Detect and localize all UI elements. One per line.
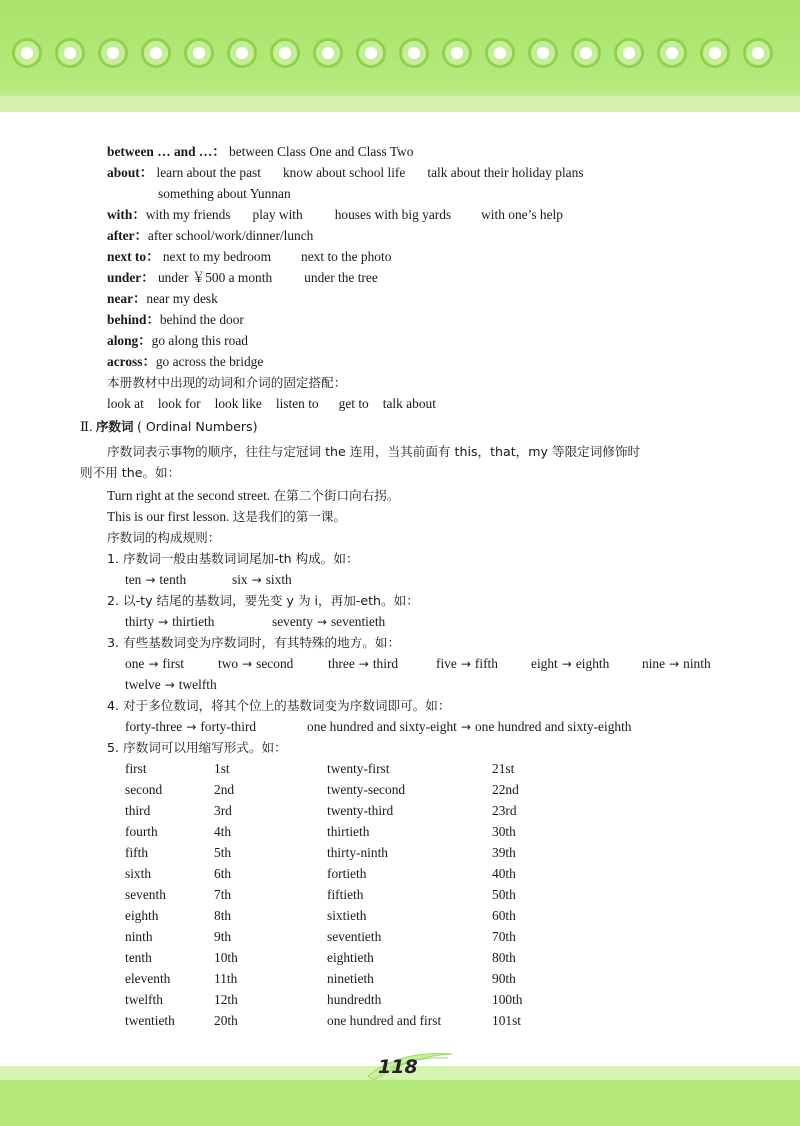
cardinal: five <box>436 656 457 671</box>
table-cell: 50th <box>492 887 516 902</box>
prep-line-next-to <box>107 248 391 266</box>
prep-line-between <box>107 143 413 161</box>
prep-word: along <box>107 333 139 348</box>
prep-word: near <box>107 291 134 306</box>
table-cell: 21st <box>492 761 515 776</box>
prep-line-across <box>107 353 263 371</box>
arrow-icon: → <box>460 720 471 734</box>
header-stripe <box>0 96 800 112</box>
pair <box>125 676 217 694</box>
rule-3: 3. 有些基数词变为序数词时，有其特殊的地方。如： <box>107 635 401 650</box>
ordinal: thirtieth <box>172 614 215 629</box>
prep-word: with <box>107 207 133 222</box>
table-cell: 9th <box>214 929 232 944</box>
example-2 <box>107 508 346 526</box>
pair <box>531 655 609 673</box>
prep-word: next to <box>107 249 147 264</box>
table-cell: 11th <box>214 971 238 986</box>
example-en: Turn right at the second street. <box>107 488 271 503</box>
table-cell: 40th <box>492 866 516 881</box>
prep-line-along <box>107 332 248 350</box>
table-cell: fourth <box>125 824 158 839</box>
ordinal: twelfth <box>178 677 217 692</box>
arrow-icon: → <box>164 678 175 692</box>
table-cell: ninth <box>125 929 153 944</box>
ordinal: ninth <box>683 656 711 671</box>
prep-example: under the tree <box>304 270 378 285</box>
table-cell: 5th <box>214 845 232 860</box>
cardinal: seventy <box>272 614 313 629</box>
cardinal: forty-three <box>125 719 183 734</box>
ring-decoration <box>442 38 472 68</box>
ring-decoration <box>184 38 214 68</box>
table-cell: 90th <box>492 971 516 986</box>
ordinal: forty-third <box>200 719 257 734</box>
pair <box>307 718 632 736</box>
pair <box>125 655 184 673</box>
ordinal: second <box>256 656 294 671</box>
example-1 <box>107 487 399 505</box>
pair <box>125 718 256 736</box>
ring-decoration <box>614 38 644 68</box>
table-cell: 101st <box>492 1013 522 1028</box>
table-cell: sixtieth <box>327 908 367 923</box>
table-cell: eightieth <box>327 950 374 965</box>
table-cell: twentieth <box>125 1013 175 1028</box>
ring-decoration <box>399 38 429 68</box>
ring-decoration <box>700 38 730 68</box>
prep-line-near <box>107 290 218 308</box>
prep-example: after school/work/dinner/lunch <box>147 228 314 243</box>
arrow-icon: → <box>242 657 253 671</box>
table-cell: second <box>125 782 163 797</box>
pair <box>436 655 498 673</box>
prep-word: across <box>107 354 143 369</box>
pair <box>642 655 711 673</box>
table-cell: fiftieth <box>327 887 364 902</box>
ring-decoration <box>657 38 687 68</box>
table-cell: eighth <box>125 908 159 923</box>
ring-decoration <box>743 38 773 68</box>
cardinal: three <box>328 656 355 671</box>
table-cell: 30th <box>492 824 516 839</box>
section-title-cn: 序数词 <box>95 419 134 434</box>
ring-decoration <box>571 38 601 68</box>
prep-sep: ： <box>212 144 226 159</box>
prep-line-after <box>107 227 313 245</box>
table-cell: 23rd <box>492 803 517 818</box>
table-cell: third <box>125 803 151 818</box>
fixed-phrase: look at <box>107 396 144 411</box>
prep-example: go across the bridge <box>155 354 264 369</box>
arrow-icon: → <box>251 573 262 587</box>
prep-example: next to my bedroom <box>162 249 272 264</box>
prep-example: near my desk <box>146 291 218 306</box>
prep-example: go along this road <box>151 333 248 348</box>
prep-example: between Class One and Class Two <box>229 144 414 159</box>
prep-sep: ： <box>138 333 152 348</box>
prep-example: play with <box>252 207 303 222</box>
arrow-icon: → <box>460 657 471 671</box>
ring-decoration <box>98 38 128 68</box>
page-number: 118 <box>378 1056 418 1078</box>
table-cell: thirtieth <box>327 824 370 839</box>
table-cell: 80th <box>492 950 516 965</box>
example-cn: 在第二个街口向右拐。 <box>273 488 400 503</box>
section-intro-1: 序数词表示事物的顺序，往往与定冠词 the 连用，当其前面有 this，that，my 等限定词修饰时 <box>107 444 641 459</box>
cardinal: two <box>218 656 239 671</box>
prep-example: know about school life <box>282 165 406 180</box>
prep-example: houses with big yards <box>334 207 452 222</box>
cardinal: thirty <box>125 614 155 629</box>
table-cell: seventh <box>125 887 166 902</box>
cardinal: nine <box>642 656 666 671</box>
prep-example: next to the photo <box>301 249 392 264</box>
table-cell: thirty-ninth <box>327 845 388 860</box>
prep-sep: ： <box>142 354 156 369</box>
table-cell: 12th <box>214 992 238 1007</box>
rules-title: 序数词的构成规则： <box>107 530 221 545</box>
table-cell: 10th <box>214 950 238 965</box>
pair <box>218 655 293 673</box>
table-cell: fifth <box>125 845 149 860</box>
arrow-icon: → <box>316 615 327 629</box>
prep-example: learn about the past <box>156 165 261 180</box>
prep-line-with <box>107 206 563 224</box>
prep-sep: ： <box>139 165 154 180</box>
fixed-phrase: get to <box>338 396 369 411</box>
pair <box>125 571 186 589</box>
prep-sep: ： <box>146 312 160 327</box>
example-en: This is our first lesson. <box>107 509 230 524</box>
prep-line-about-cont: something about Yunnan <box>158 186 291 201</box>
prep-line-about <box>107 164 584 182</box>
table-cell: seventieth <box>327 929 382 944</box>
cardinal: eight <box>531 656 558 671</box>
prep-sep: ： <box>132 207 146 222</box>
rule-4: 4. 对于多位数词，将其个位上的基数词变为序数词即可。如： <box>107 698 451 713</box>
prep-sep: ： <box>146 249 160 264</box>
ordinal: eighth <box>575 656 610 671</box>
page-number-badge <box>360 1046 460 1090</box>
prep-line-under <box>107 269 378 287</box>
cardinal: six <box>232 572 248 587</box>
prep-word: between … and … <box>107 144 213 159</box>
ring-decoration <box>485 38 515 68</box>
arrow-icon: → <box>145 573 156 587</box>
cardinal: one <box>125 656 145 671</box>
table-cell: 2nd <box>214 782 235 797</box>
fixed-phrase: listen to <box>275 396 319 411</box>
header-rings <box>12 38 800 72</box>
ordinal: first <box>162 656 184 671</box>
table-cell: eleventh <box>125 971 171 986</box>
arrow-icon: → <box>358 657 369 671</box>
arrow-icon: → <box>186 720 197 734</box>
fixed-phrase: look like <box>214 396 262 411</box>
prep-example: under ￥500 a month <box>157 270 273 285</box>
fixed-phrase: talk about <box>382 396 436 411</box>
cardinal: ten <box>125 572 142 587</box>
table-cell: twenty-third <box>327 803 394 818</box>
ordinal: sixth <box>265 572 292 587</box>
table-cell: sixth <box>125 866 152 881</box>
example-cn: 这是我们的第一课。 <box>232 509 347 524</box>
table-cell: 4th <box>214 824 232 839</box>
table-cell: one hundred and first <box>327 1013 442 1028</box>
prep-word: after <box>107 228 135 243</box>
prep-example: with one’s help <box>481 207 563 222</box>
prep-word: under <box>107 270 142 285</box>
table-cell: 70th <box>492 929 516 944</box>
table-cell: 7th <box>214 887 232 902</box>
prep-word: about <box>107 165 140 180</box>
prep-sep: ： <box>141 270 155 285</box>
table-cell: fortieth <box>327 866 367 881</box>
ring-decoration <box>313 38 343 68</box>
table-cell: twelfth <box>125 992 163 1007</box>
table-cell: 1st <box>214 761 230 776</box>
table-cell: twenty-first <box>327 761 390 776</box>
prep-sep: ： <box>134 228 148 243</box>
ordinal: third <box>372 656 399 671</box>
table-cell: ninetieth <box>327 971 374 986</box>
arrow-icon: → <box>148 657 159 671</box>
table-cell: twenty-second <box>327 782 406 797</box>
table-cell: tenth <box>125 950 152 965</box>
table-cell: 20th <box>214 1013 238 1028</box>
fixed-phrase-list <box>107 395 436 413</box>
section-intro-2: 则不用 the。如： <box>80 465 181 480</box>
ring-decoration <box>12 38 42 68</box>
fixed-phrase-intro: 本册教材中出现的动词和介词的固定搭配： <box>107 375 347 390</box>
section-number: Ⅱ. <box>80 419 93 434</box>
header-band <box>0 0 800 112</box>
rule-5: 5. 序数词可以用缩写形式。如： <box>107 740 287 755</box>
arrow-icon: → <box>561 657 572 671</box>
table-cell: 3rd <box>214 803 232 818</box>
prep-example: with my friends <box>145 207 231 222</box>
table-cell: 6th <box>214 866 232 881</box>
table-cell: 100th <box>492 992 523 1007</box>
arrow-icon: → <box>158 615 169 629</box>
table-cell: first <box>125 761 147 776</box>
pair <box>328 655 398 673</box>
ring-decoration <box>55 38 85 68</box>
rule-1: 1. 序数词一般由基数词词尾加-th 构成。如： <box>107 551 359 566</box>
table-cell: 60th <box>492 908 516 923</box>
ordinal: tenth <box>159 572 187 587</box>
prep-line-behind <box>107 311 244 329</box>
prep-word: behind <box>107 312 147 327</box>
fixed-phrase: look for <box>157 396 201 411</box>
pair <box>125 613 214 631</box>
pair <box>272 613 385 631</box>
ordinal: seventieth <box>330 614 386 629</box>
ring-decoration <box>528 38 558 68</box>
ordinal: fifth <box>474 656 498 671</box>
arrow-icon: → <box>669 657 680 671</box>
prep-sep: ： <box>133 291 147 306</box>
ring-decoration <box>270 38 300 68</box>
cardinal: twelve <box>125 677 161 692</box>
table-cell: 8th <box>214 908 232 923</box>
section-title-en: ( Ordinal Numbers) <box>136 419 258 434</box>
prep-example: talk about their holiday plans <box>427 165 584 180</box>
cardinal: one hundred and sixty-eight <box>307 719 457 734</box>
prep-example: behind the door <box>159 312 244 327</box>
rule-2: 2. 以-ty 结尾的基数词，要先变 y 为 i，再加-eth。如： <box>107 593 419 608</box>
ring-decoration <box>356 38 386 68</box>
table-cell: 39th <box>492 845 516 860</box>
pair <box>232 571 292 589</box>
ring-decoration <box>141 38 171 68</box>
table-cell: hundredth <box>327 992 382 1007</box>
ring-decoration <box>227 38 257 68</box>
ordinal: one hundred and sixty-eighth <box>474 719 632 734</box>
table-cell: 22nd <box>492 782 519 797</box>
section-heading <box>80 418 258 436</box>
